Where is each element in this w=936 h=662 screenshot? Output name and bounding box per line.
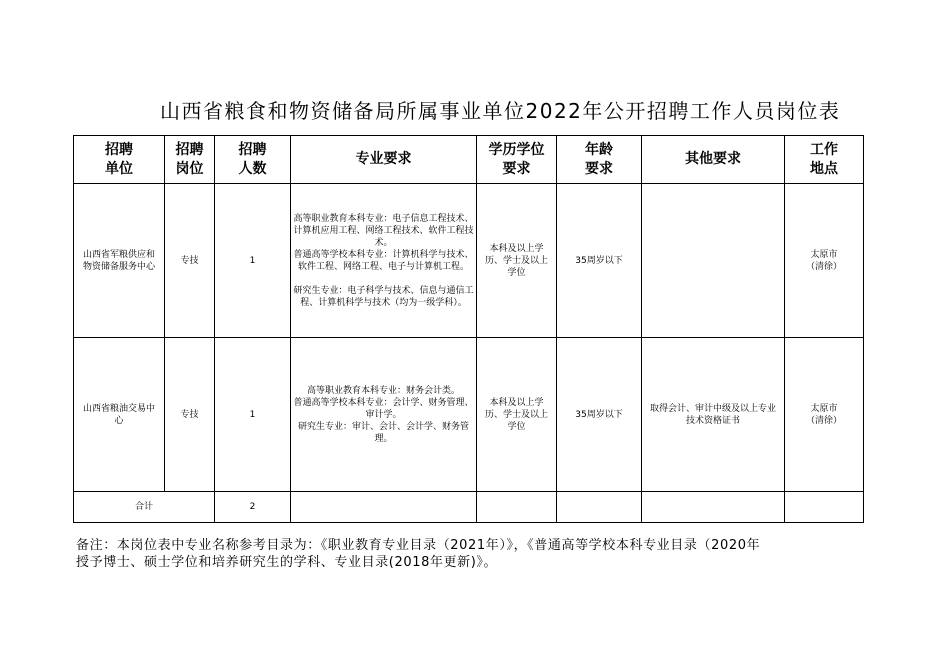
footnote-line-2: 授予博士、硕士学位和培养研究生的学科、专业目录(2018年更新)》。: [76, 555, 498, 570]
cell-post: 专技: [165, 338, 215, 492]
cell-unit: 山西省粮油交易中心: [74, 338, 165, 492]
table-row: [74, 338, 864, 492]
footnote: [76, 537, 876, 571]
total-label: 合计: [74, 492, 215, 523]
header-location: 工作 地点: [785, 136, 864, 184]
cell-edu: 本科及以上学历、学士及以上学位: [477, 184, 557, 338]
footnote-line-1: 备注：本岗位表中专业名称参考目录为：《职业教育专业目录（2021年）》，《普通高等学校本科专业目录（2020年: [76, 538, 761, 553]
total-empty: [477, 492, 557, 523]
total-empty: [642, 492, 785, 523]
cell-major: 高等职业教育本科专业：电子信息工程技术、计算机应用工程、网络工程技术、软件工程技术。 普通高等学校本科专业：计算机科学与技术、软件工程、网络工程、电子与计算机工程。 研究生专业：电子科学与技术、信息与通信工程、计算机科学与技术（均为一级学科）。: [291, 184, 477, 338]
total-empty: [785, 492, 864, 523]
header-age: 年龄 要求: [557, 136, 642, 184]
total-count: 2: [215, 492, 291, 523]
header-edu: 学历学位 要求: [477, 136, 557, 184]
header-post: 招聘 岗位: [165, 136, 215, 184]
cell-unit: 山西省军粮供应和物资储备服务中心: [74, 184, 165, 338]
cell-count: 1: [215, 338, 291, 492]
cell-location: 太原市 （清徐）: [785, 338, 864, 492]
cell-major: 高等职业教育本科专业：财务会计类。 普通高等学校本科专业：会计学、财务管理、审计学。 研究生专业：审计、会计、会计学、财务管理。: [291, 338, 477, 492]
table-row: [74, 184, 864, 338]
header-major: 专业要求: [291, 136, 477, 184]
header-unit: 招聘 单位: [74, 136, 165, 184]
total-row: [74, 492, 864, 523]
cell-age: 35周岁以下: [557, 184, 642, 338]
cell-post: 专技: [165, 184, 215, 338]
page-title: 山西省粮食和物资储备局所属事业单位2022年公开招聘工作人员岗位表: [160, 99, 841, 123]
header-other: 其他要求: [642, 136, 785, 184]
total-empty: [291, 492, 477, 523]
cell-count: 1: [215, 184, 291, 338]
header-count: 招聘 人数: [215, 136, 291, 184]
cell-location: 太原市 （清徐）: [785, 184, 864, 338]
positions-table: [73, 135, 864, 523]
cell-other: [642, 184, 785, 338]
header-row: [74, 136, 864, 184]
cell-age: 35周岁以下: [557, 338, 642, 492]
total-empty: [557, 492, 642, 523]
cell-edu: 本科及以上学历、学士及以上学位: [477, 338, 557, 492]
cell-other: 取得会计、审计中级及以上专业技术资格证书: [642, 338, 785, 492]
